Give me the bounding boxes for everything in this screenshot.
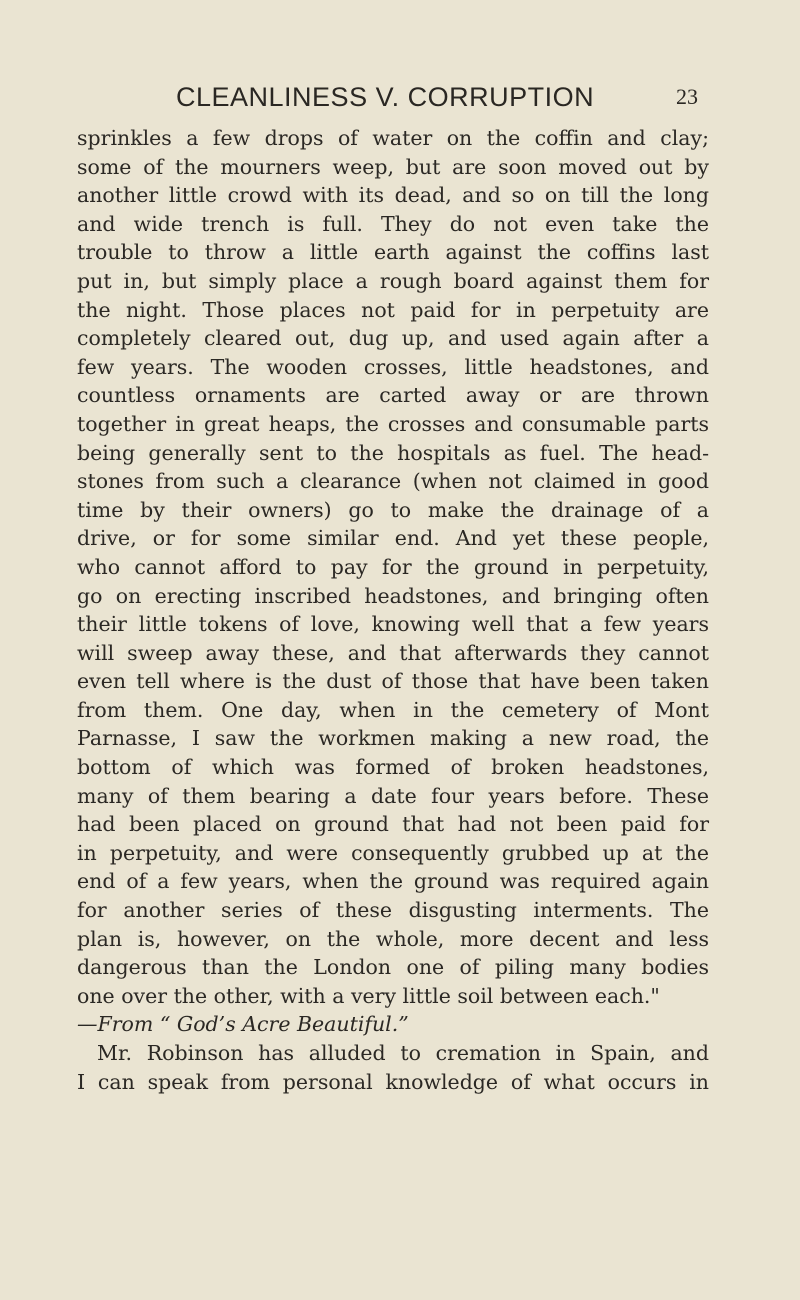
text-line: who cannot afford to pay for the ground in perpetuity, [77,554,709,579]
attribution [77,1010,709,1039]
text-line: being generally sent to the hospitals as fuel. The head- [77,440,709,465]
text-line: their little tokens of love, knowing well that a few years [77,612,709,637]
text-line: few years. The wooden crosses, little headstones, and [77,354,709,379]
text-line: time by their owners) go to make the drainage of a [77,497,709,522]
text-line: trouble to throw a little earth against the coffins last [77,240,709,265]
text-line: some of the mourners weep, but are soon moved out by [77,154,709,179]
text-line: dangerous than the London one of piling many bodies [77,955,709,980]
text-line: will sweep away these, and that afterwards they cannot [77,640,709,665]
text-line: one over the other, with a very little soil between each." [77,983,660,1008]
running-title: CLEANLINESS V. CORRUPTION [176,82,595,112]
text-line: for another series of these disgusting interments. The [77,898,709,923]
text-line: drive, or for some similar end. And yet these people, [77,526,709,551]
text-line: from them. One day, when in the cemetery of Mont [77,697,709,722]
text-line: even tell where is the dust of those that have been taken [77,669,709,694]
text-line: the night. Those places not paid for in perpetuity are [77,297,709,322]
text-line: completely cleared out, dug up, and used again after a [77,326,709,351]
page-header [0,82,800,118]
text-line: another little crowd with its dead, and so on till the long [77,183,709,208]
text-line: stones from such a clearance (when not claimed in good [77,469,709,494]
body-text [77,124,709,1096]
text-line: countless ornaments are carted away or are thrown [77,383,709,408]
text-line: Mr. Robinson has alluded to cremation in Spain, and [97,1041,709,1065]
text-line: go on erecting inscribed headstones, and bringing often [77,583,709,608]
text-line: bottom of which was formed of broken headstones, [77,755,709,780]
text-line: put in, but simply place a rough board against them for [77,268,709,293]
text-line: in perpetuity, and were consequently grubbed up at the [77,840,709,865]
text-line: sprinkles a few drops of water on the coffin and clay; [77,126,709,150]
text-line: had been placed on ground that had not been paid for [77,812,709,837]
text-line: together in great heaps, the crosses and consumable parts [77,411,709,436]
text-line: I can speak from personal knowledge of what occurs in [77,1069,709,1094]
text-line: plan is, however, on the whole, more decent and less [77,926,709,951]
text-line: many of them bearing a date four years before. These [77,783,709,808]
text-line: end of a few years, when the ground was required again [77,869,709,894]
attribution-prefix: —From [77,1012,154,1037]
attribution-title: “ God’s Acre Beautiful.” [159,1012,409,1037]
text-line: Parnasse, I saw the workmen making a new road, the [77,726,709,751]
text-line: and wide trench is full. They do not even take the [77,211,709,236]
page-number: 23 [676,84,698,109]
